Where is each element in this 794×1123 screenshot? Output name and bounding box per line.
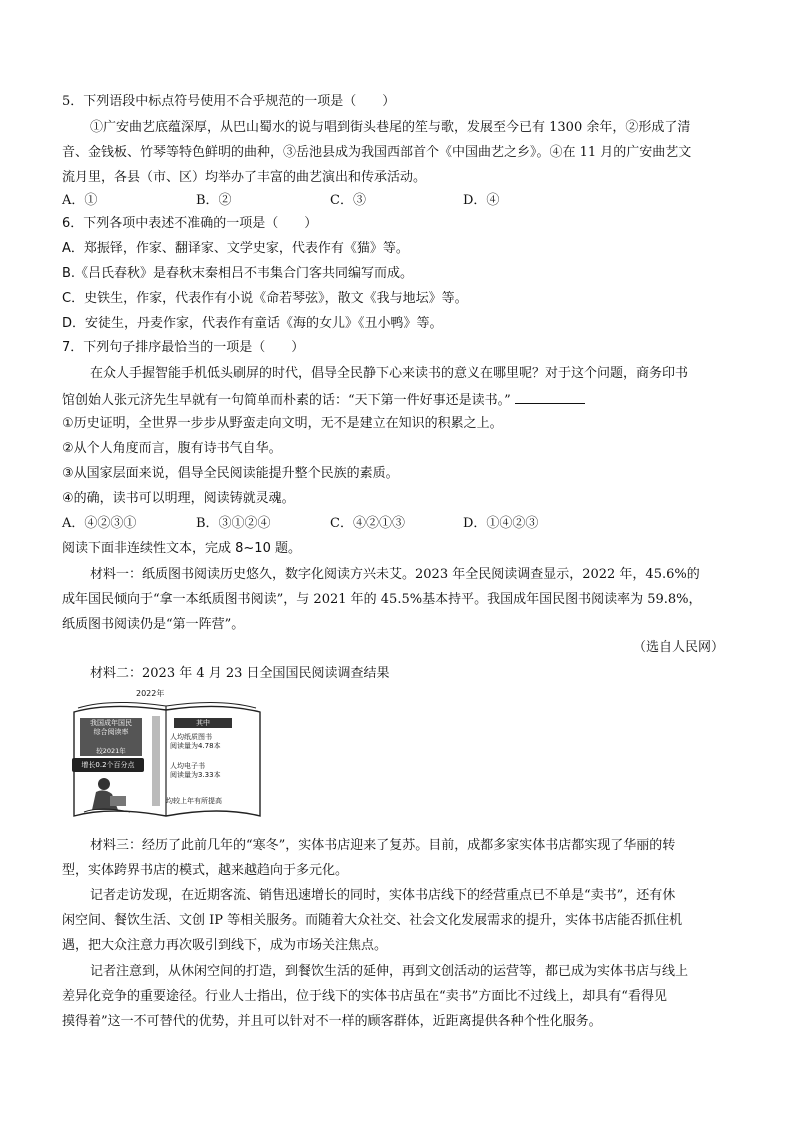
q7-option-b: B．③①②④ <box>196 516 271 531</box>
material3-line: 遇，把大众注意力再次吸引到线下，成为市场关注焦点。 <box>62 938 388 953</box>
material1-line: 材料一：纸质图书阅读历史悠久，数字化阅读方兴未艾。2023 年全民阅读调查显示，2022 年，45.6%的 <box>90 567 700 582</box>
q6-option-a: A．郑振铎，作家、翻译家、文学史家，代表作有《猫》等。 <box>62 241 409 256</box>
q7-option-d: D．①④②③ <box>463 516 539 531</box>
q6-option-d: D．安徒生，丹麦作家，代表作有童话《海的女儿》《丑小鸭》等。 <box>62 316 443 331</box>
q7-item: ③从国家层面来说，倡导全民阅读能提升整个民族的素质。 <box>62 466 399 481</box>
q7-stem: 7．下列句子排序最恰当的一项是（ ） <box>62 340 305 355</box>
reading-rate-box <box>80 718 142 747</box>
material3-line: 型，实体跨界书店的模式，越来越趋向于多元化。 <box>62 863 349 878</box>
material3-line: 差异化竞争的重要途径。行业人士指出，位于线下的实体书店虽在“卖书”方面比不过线上，却具有“看得见 <box>62 989 667 1004</box>
material1-line: 成年国民倾向于“拿一本纸质图书阅读”，与 2021 年的 45.5%基本持平。我国成年国民图书阅读率为 59.8%， <box>62 592 702 607</box>
q5-stem: 5．下列语段中标点符号使用不合乎规范的一项是（ ） <box>62 94 396 109</box>
material3-line: 闲空间、餐饮生活、文创 IP 等相关服务。而随着大众社交、社会文化发展需求的提升，实体书店能否抓住机 <box>62 913 683 928</box>
among-header: 其中 <box>174 718 232 728</box>
q5-passage-line: 音、金钱板、竹琴等特色鲜明的曲种，③岳池县成为我国西部首个《中国曲艺之乡》。④在 11 月的广安曲艺文 <box>62 145 692 160</box>
reading-rate-text: 我国成年国民 <box>90 719 132 727</box>
q7-item: ②从个人角度而言，腹有诗书气自华。 <box>62 441 282 456</box>
q6-stem: 6．下列各项中表述不准确的一项是（ ） <box>62 216 318 231</box>
material1-source: （选自人民网） <box>632 640 724 655</box>
increase-note: 均较上年有所提高 <box>166 797 222 805</box>
q7-passage-line <box>62 389 742 411</box>
reading-rate-compare: 较2021年 <box>80 747 142 756</box>
material3-line: 摸得着”这一不可替代的优势，并且可以针对不一样的顾客群体，近距离提供各种个性化服务。 <box>62 1014 602 1029</box>
material2-title: 材料二：2023 年 4 月 23 日全国国民阅读调查结果 <box>90 666 390 681</box>
growth-badge: 增长0.2个百分点 <box>72 758 144 772</box>
q7-passage-text: 馆创始人张元济先生早就有一句简单而朴素的话：“天下第一件好事还是读书。” <box>62 393 511 408</box>
paper-book-label: 人均纸质图书 <box>170 733 212 741</box>
q5-option-d: D．④ <box>463 193 500 208</box>
q5-passage-line: 流月里，各县（市、区）均举办了丰富的曲艺演出和传承活动。 <box>62 170 427 185</box>
q5-option-a: A．① <box>62 193 98 208</box>
ebook-label: 人均电子书 <box>170 762 205 770</box>
q6-option-b: B.《吕氏春秋》是春秋末秦相吕不韦集合门客共同编写而成。 <box>62 266 414 281</box>
q7-option-a: A．④②③① <box>62 516 137 531</box>
q7-item: ④的确，读书可以明理，阅读铸就灵魂。 <box>62 491 295 506</box>
paper-book-value: 阅读量为4.78本 <box>170 742 221 750</box>
q7-item: ①历史证明，全世界一步步从野蛮走向文明，无不是建立在知识的积累之上。 <box>62 416 503 431</box>
ebook-value: 阅读量为3.33本 <box>170 771 221 779</box>
reading-intro: 阅读下面非连续性文本，完成 8~10 题。 <box>62 541 301 556</box>
q5-option-b: B．② <box>196 193 232 208</box>
reading-rate-text: 综合阅读率 <box>93 728 129 736</box>
reading-survey-infographic <box>70 688 266 828</box>
q7-option-c: C．④②①③ <box>330 516 405 531</box>
q6-option-c: C．史铁生，作家，代表作有小说《命若琴弦》，散文《我与地坛》等。 <box>62 291 468 306</box>
infographic-year: 2022年 <box>136 689 165 698</box>
q5-option-c: C．③ <box>330 193 366 208</box>
q5-passage-line: ①广安曲艺底蕴深厚，从巴山蜀水的说与唱到街头巷尾的笙与歌，发展至今已有 1300 余年，②形成了清 <box>90 120 691 135</box>
material3-line: 记者走访发现，在近期客流、销售迅速增长的同时，实体书店线下的经营重点已不单是“卖书”，还有休 <box>90 888 676 903</box>
q7-passage-line: 在众人手握智能手机低头刷屏的时代，倡导全民静下心来读书的意义在哪里呢？对于这个问题，商务印书 <box>90 366 689 381</box>
material3-line: 材料三：经历了此前几年的“寒冬”，实体书店迎来了复苏。目前，成都多家实体书店都实现了华丽的转 <box>90 838 676 853</box>
answer-blank <box>515 389 585 404</box>
material1-line: 纸质图书阅读仍是“第一阵营”。 <box>62 617 245 632</box>
material3-line: 记者注意到，从休闲空间的打造，到餐饮生活的延伸，再到文创活动的运营等，都已成为实体书店与线上 <box>90 964 689 979</box>
